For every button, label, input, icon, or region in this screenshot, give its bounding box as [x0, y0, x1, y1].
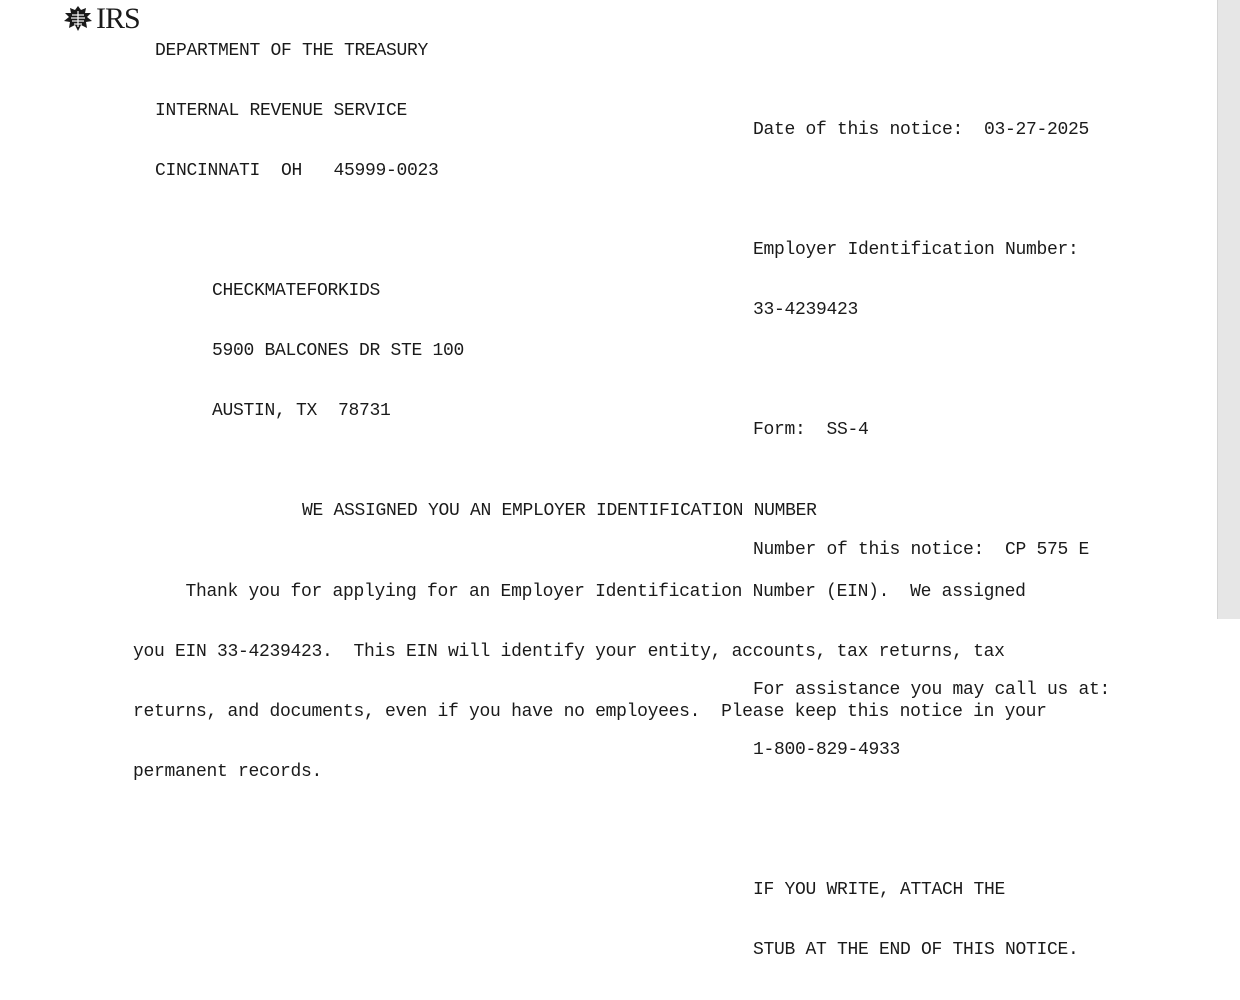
ein-label: Employer Identification Number: [753, 240, 1079, 260]
write-instruction-line1: IF YOU WRITE, ATTACH THE [753, 880, 1006, 900]
ein-value: 33-4239423 [753, 300, 859, 320]
form-number: Form: SS-4 [753, 420, 869, 440]
agency-service: INTERNAL REVENUE SERVICE [155, 101, 408, 121]
recipient-name: CHECKMATEFORKIDS [212, 281, 381, 301]
paragraph-line: Thank you for applying for an Employer Identification Number (EIN). We assigned [133, 582, 1026, 602]
irs-logo [62, 4, 140, 34]
notice-info-block [753, 80, 1110, 1000]
letter-paragraph [133, 542, 1047, 822]
notice-date: Date of this notice: 03-27-2025 [753, 120, 1090, 140]
vertical-scrollbar[interactable] [1217, 0, 1240, 619]
paragraph-line: permanent records. [133, 762, 323, 782]
agency-department: DEPARTMENT OF THE TREASURY [155, 41, 429, 61]
recipient-street: 5900 BALCONES DR STE 100 [212, 341, 465, 361]
letter-heading: WE ASSIGNED YOU AN EMPLOYER IDENTIFICATION NUMBER [302, 501, 817, 521]
irs-eagle-icon [62, 4, 94, 34]
irs-logo-text: IRS [96, 2, 140, 35]
recipient-address [212, 241, 464, 461]
agency-address [155, 1, 439, 221]
recipient-city: AUSTIN, TX 78731 [212, 401, 391, 421]
agency-city: CINCINNATI OH 45999-0023 [155, 161, 439, 181]
paragraph-line: returns, and documents, even if you have no employees. Please keep this notice in your [133, 702, 1047, 722]
paragraph-line: you EIN 33-4239423. This EIN will identify your entity, accounts, tax returns, tax [133, 642, 1005, 662]
assistance-label: For assistance you may call us at: [753, 680, 1111, 700]
write-instruction-line2: STUB AT THE END OF THIS NOTICE. [753, 940, 1079, 960]
assistance-phone: 1-800-829-4933 [753, 740, 901, 760]
notice-number: Number of this notice: CP 575 E [753, 540, 1090, 560]
